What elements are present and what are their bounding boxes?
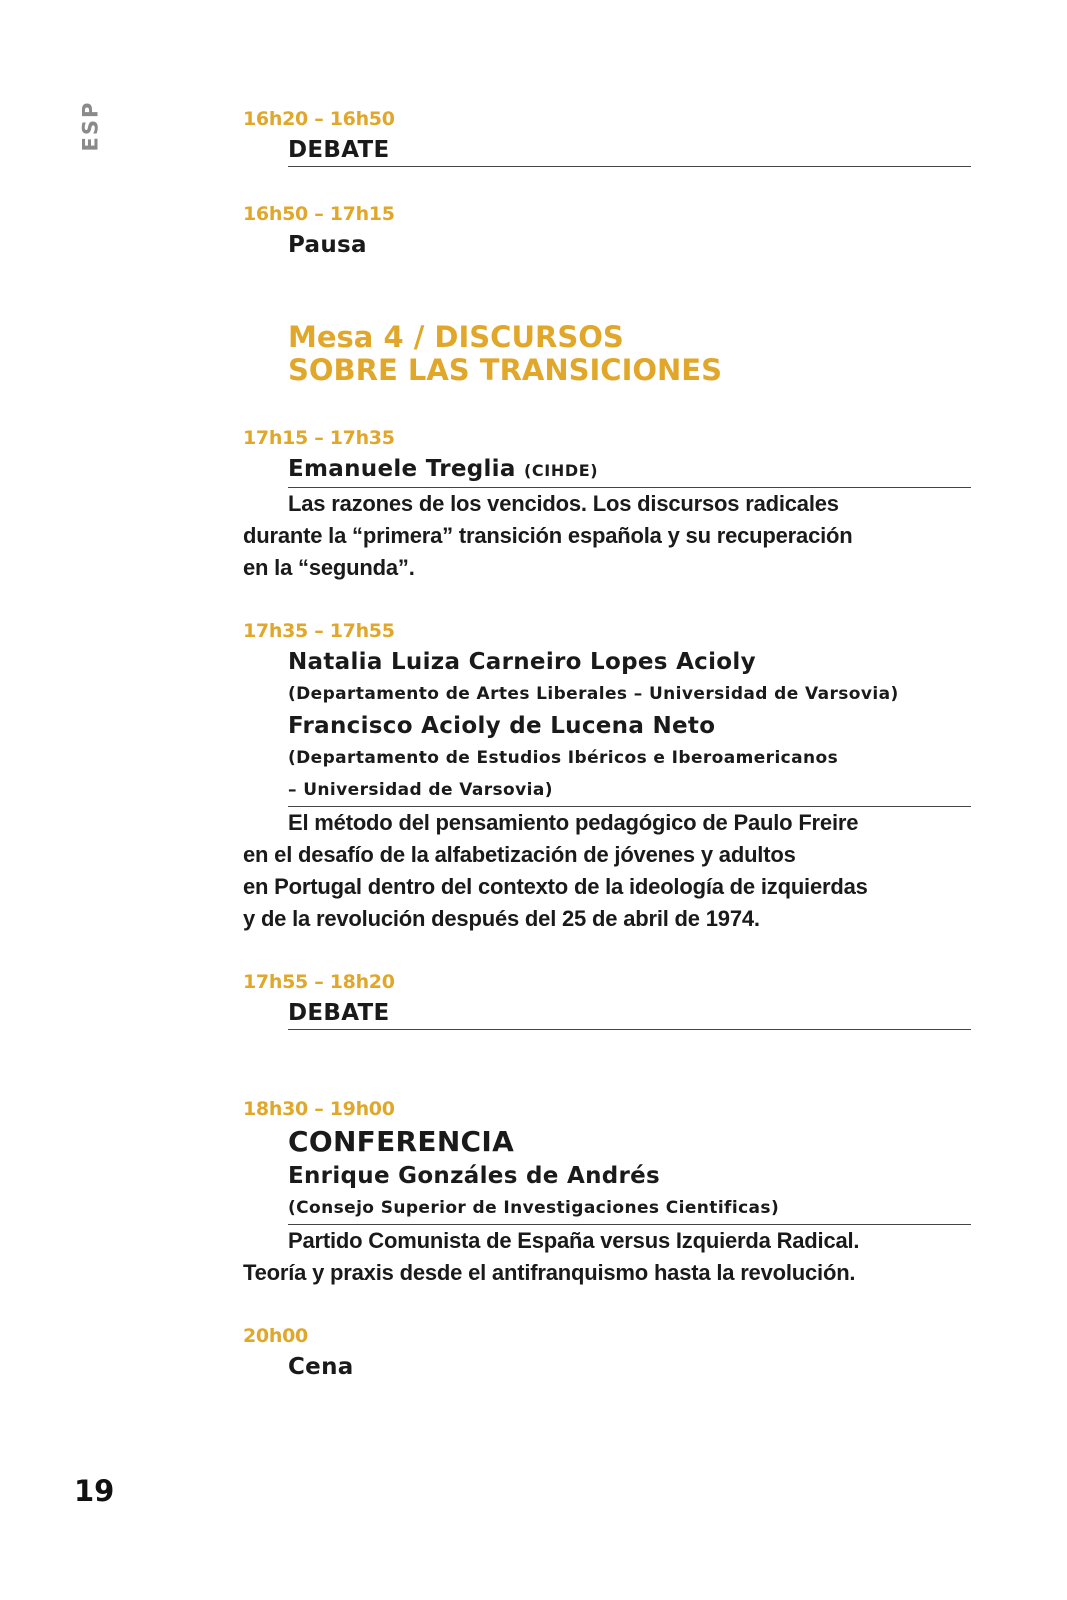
schedule-item-pausa xyxy=(243,199,971,261)
time-slot: 17h35 – 17h55 xyxy=(243,620,395,642)
time-slot: 16h20 – 16h50 xyxy=(243,108,395,130)
time-slot: 16h50 – 17h15 xyxy=(243,203,395,225)
program-schedule xyxy=(243,104,971,1383)
talk-description-line: en la “segunda”. xyxy=(243,555,415,580)
talk-description-line: Teoría y praxis desde el antifranquismo hasta la revolución. xyxy=(243,1260,856,1285)
session-title: CONFERENCIA xyxy=(288,1125,515,1158)
speaker-affiliation: (Departamento de Artes Liberales – Universidad de Varsovia) xyxy=(288,684,899,704)
section-heading xyxy=(243,321,971,387)
language-label xyxy=(70,96,110,156)
session-title: DEBATE xyxy=(288,134,971,167)
session-title: Cena xyxy=(288,1354,354,1380)
speaker-affiliation: – Universidad de Varsovia) xyxy=(288,774,971,807)
speaker-affiliation: (Consejo Superior de Investigaciones Cientificas) xyxy=(288,1192,971,1225)
page-number: 19 xyxy=(74,1474,115,1508)
schedule-item-conferencia xyxy=(243,1094,971,1289)
talk-description-line: y de la revolución después del 25 de abril de 1974. xyxy=(243,906,760,931)
speaker-line xyxy=(288,453,971,488)
speaker-name: Francisco Acioly de Lucena Neto xyxy=(288,713,716,739)
talk-description-line: en Portugal dentro del contexto de la ideología de izquierdas xyxy=(243,874,868,899)
schedule-item-cena xyxy=(243,1321,971,1383)
talk-description-line: El método del pensamiento pedagógico de Paulo Freire xyxy=(288,810,859,835)
speaker-affiliation: (CIHDE) xyxy=(524,461,599,480)
time-slot: 20h00 xyxy=(243,1325,308,1347)
talk-description xyxy=(243,488,971,584)
speaker-affiliation: (Departamento de Estudios Ibéricos e Iberoamericanos xyxy=(288,748,839,768)
speaker-name: Emanuele Treglia xyxy=(288,456,516,482)
section-heading-line-2: SOBRE LAS TRANSICIONES xyxy=(288,353,722,387)
time-slot: 18h30 – 19h00 xyxy=(243,1098,395,1120)
speaker-name: Enrique Gonzáles de Andrés xyxy=(288,1163,661,1189)
session-title: DEBATE xyxy=(288,997,971,1030)
talk-description-line: Las razones de los vencidos. Los discursos radicales xyxy=(288,491,839,516)
section-heading-line-1: Mesa 4 / DISCURSOS xyxy=(288,320,624,354)
session-title: Pausa xyxy=(288,232,367,258)
schedule-item-acioly xyxy=(243,616,971,935)
talk-description xyxy=(243,807,971,935)
time-slot: 17h55 – 18h20 xyxy=(243,971,395,993)
schedule-item-debate-1 xyxy=(243,104,971,167)
schedule-item-debate-2 xyxy=(243,967,971,1030)
speaker-name: Natalia Luiza Carneiro Lopes Acioly xyxy=(288,649,756,675)
talk-description-line: en el desafío de la alfabetización de jóvenes y adultos xyxy=(243,842,796,867)
language-label-text: ESP xyxy=(78,100,102,152)
schedule-item-treglia xyxy=(243,423,971,584)
talk-description-line: Partido Comunista de España versus Izquierda Radical. xyxy=(288,1228,860,1253)
time-slot: 17h15 – 17h35 xyxy=(243,427,395,449)
talk-description-line: durante la “primera” transición española y su recuperación xyxy=(243,523,853,548)
talk-description xyxy=(243,1225,971,1289)
